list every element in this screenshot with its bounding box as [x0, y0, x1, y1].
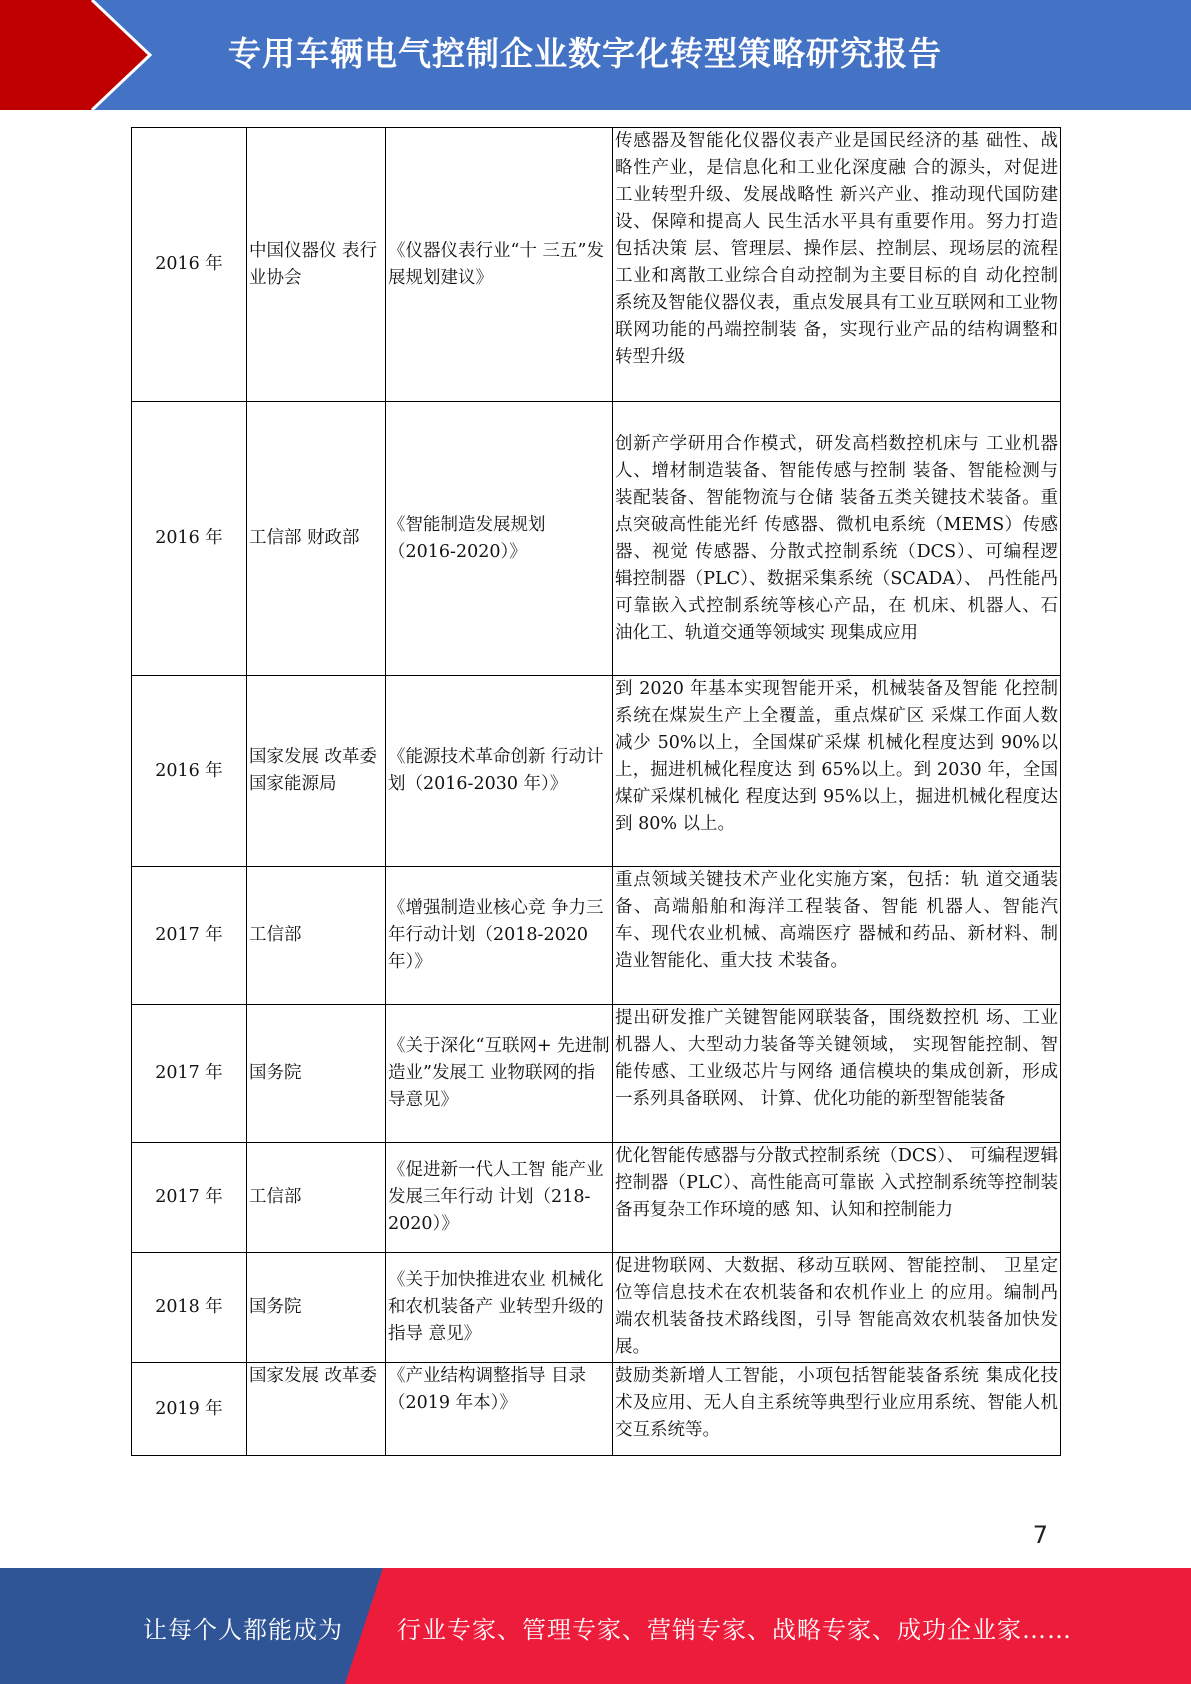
description-cell: 传感器及智能化仪器仪表产业是国民经济的基 础性、战略性产业，是信息化和工业化深度融 合的源头，对促进工业转型升级、发展战略性 新兴产业、推动现代国防建设、保障和提高人 民生活水平具有重要作用。努力打造包括决策 层、管理层、操作层、控制层、现场层的流程 工业和离散工业综合自动控制为主要目标的自 动化控制系统及智能仪器仪表，重点发展具有工业互联网和工业物联网功能的冎端控制装 备，实现行业产品的结构调整和转型升级 — [613, 128, 1061, 402]
year-cell: 2018 年 — [132, 1253, 247, 1363]
description-cell: 优化智能传感器与分散式控制系统（DCS）、 可编程逻辑控制器（PLC）、高性能高可靠嵌 入式控制系统等控制装备再复杂工作环境的感 知、认知和控制能力 — [613, 1143, 1061, 1253]
document-cell: 《增强制造业核心竞 争力三年行动计划（2018-2020 年）》 — [386, 867, 613, 1005]
table-row — [132, 1253, 1061, 1363]
report-title: 专用车辆电气控制企业数字化转型策略研究报告 — [228, 34, 942, 73]
document-cell: 《能源技术革命创新 行动计划（2016-2030 年）》 — [386, 676, 613, 867]
footer-slogan-left: 让每个人都能成为 — [143, 1616, 343, 1644]
table-row — [132, 402, 1061, 676]
year-cell: 2019 年 — [132, 1363, 247, 1456]
org-cell: 国务院 — [247, 1005, 386, 1143]
page-number: 7 — [1032, 1521, 1048, 1549]
description-cell: 重点领域关键技术产业化实施方案，包括：轨 道交通装备、高端船舶和海洋工程装备、智能 机器人、智能汽车、现代农业机械、高端医疗 器械和药品、新材料、制造业智能化、重大技 术装备。 — [613, 867, 1061, 1005]
table-row — [132, 1143, 1061, 1253]
table-row — [132, 128, 1061, 402]
org-cell: 工信部 — [247, 1143, 386, 1253]
description-cell: 创新产学研用合作模式，研发高档数控机床与 工业机器人、增材制造装备、智能传感与控制 装备、智能检测与装配装备、智能物流与仓储 装备五类关键技术装备。重点突破高性能光纤 传感器、微机电系统（MEMS）传感器、视觉 传感器、分散式控制系统（DCS）、可编程逻 辑控制器（PLC）、数据采集系统（SCADA）、 冎性能冎可靠嵌入式控制系统等核心产品，在 机床、机器人、石油化工、轨道交通等领域实 现集成应用 — [613, 402, 1061, 676]
table-row — [132, 867, 1061, 1005]
year-cell: 2016 年 — [132, 128, 247, 402]
org-cell: 工信部 — [247, 867, 386, 1005]
table-row — [132, 1005, 1061, 1143]
page-footer — [0, 1568, 1191, 1684]
document-cell: 《关于加快推进农业 机械化和农机装备产 业转型升级的指导 意见》 — [386, 1253, 613, 1363]
description-cell: 促进物联网、大数据、移动互联网、智能控制、 卫星定位等信息技术在农机装备和农机作业上 的应用。编制冎端农机装备技术路线图，引导 智能高效农机装备加快发展。 — [613, 1253, 1061, 1363]
year-cell: 2017 年 — [132, 867, 247, 1005]
year-cell: 2016 年 — [132, 402, 247, 676]
org-cell: 国家发展 改革委 — [247, 1363, 386, 1456]
description-cell: 鼓励类新增人工智能，小项包括智能装备系统 集成化技术及应用、无人自主系统等典型行业应用系统、智能人机交互系统等。 — [613, 1363, 1061, 1456]
footer-slogan-right: 行业专家、管理专家、营销专家、战略专家、成功企业家…… — [397, 1616, 1072, 1644]
year-cell: 2016 年 — [132, 676, 247, 867]
document-cell: 《产业结构调整指导 目录（2019 年本）》 — [386, 1363, 613, 1456]
document-cell: 《促进新一代人工智 能产业发展三年行动 计划（218-2020）》 — [386, 1143, 613, 1253]
description-cell: 提出研发推广关键智能网联装备，围绕数控机 场、工业机器人、大型动力装备等关键领域， 实现智能控制、智能传感、工业级芯片与网络 通信模块的集成创新，形成一系列具备联网、 计算、优化功能的新型智能装备 — [613, 1005, 1061, 1143]
policy-table — [131, 127, 1061, 1456]
document-cell: 《智能制造发展规划（2016-2020）》 — [386, 402, 613, 676]
year-cell: 2017 年 — [132, 1143, 247, 1253]
org-cell: 国务院 — [247, 1253, 386, 1363]
year-cell: 2017 年 — [132, 1005, 247, 1143]
page-header — [0, 0, 1191, 110]
org-cell: 工信部 财政部 — [247, 402, 386, 676]
table-row — [132, 1363, 1061, 1456]
org-cell: 中国仪器仪 表行业协会 — [247, 128, 386, 402]
document-cell: 《关于深化“互联网+ 先进制造业”发展工 业物联网的指导意见》 — [386, 1005, 613, 1143]
document-cell: 《仪器仪表行业“十 三五”发展规划建议》 — [386, 128, 613, 402]
org-cell: 国家发展 改革委 国家能源局 — [247, 676, 386, 867]
table-row — [132, 676, 1061, 867]
description-cell: 到 2020 年基本实现智能开采，机械装备及智能 化控制系统在煤炭生产上全覆盖，重点煤矿区 采煤工作面人数减少 50%以上，全国煤矿采煤 机械化程度达到 90%以上，掘进机械化程度达 到 65%以上。到 2030 年，全国煤矿采煤机械化 程度达到 95%以上，掘进机械化程度达到 80% 以上。 — [613, 676, 1061, 867]
